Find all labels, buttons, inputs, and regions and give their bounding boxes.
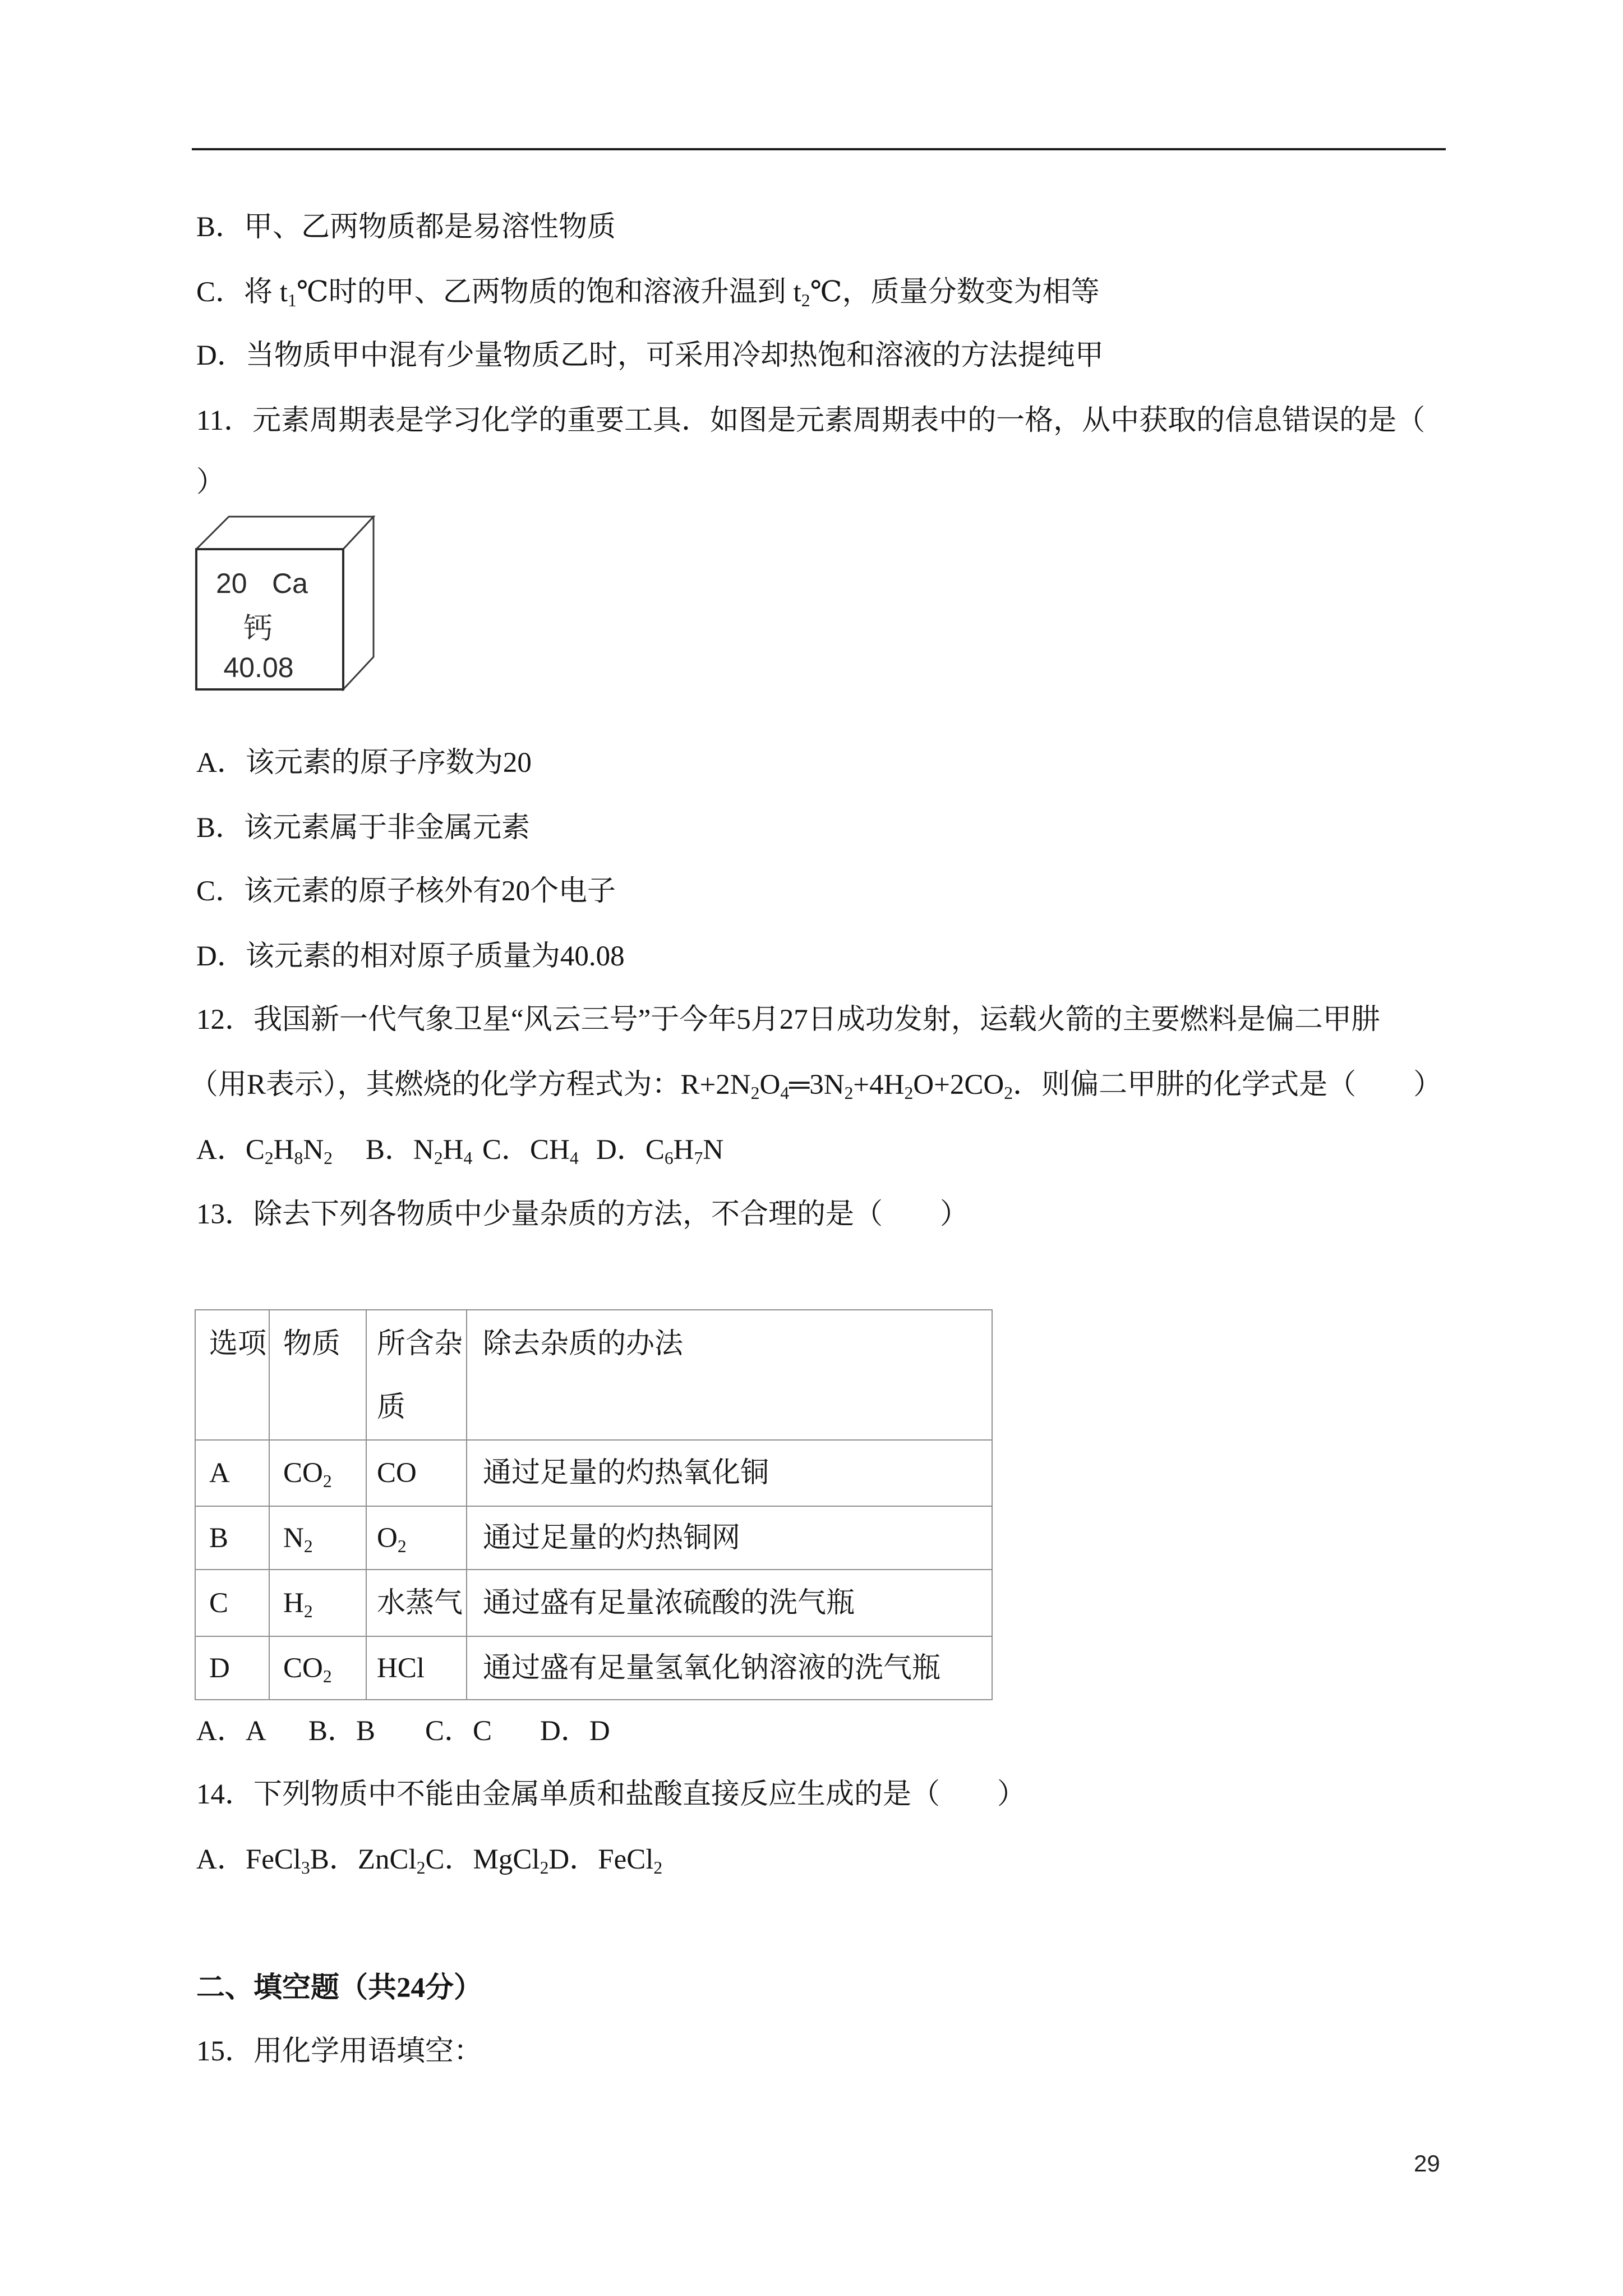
subscript: 2 bbox=[844, 1083, 854, 1103]
q12-option-b: B．$N_2H_4$ bbox=[366, 1134, 473, 1168]
q14-option-b: B．ZnCl$_2$ bbox=[310, 1844, 426, 1878]
table-cell-impurity: 水蒸气 bbox=[366, 1570, 467, 1636]
subscript: 2 bbox=[322, 1471, 332, 1491]
table-cell-method: 通过足量的灼热铜网 bbox=[467, 1506, 992, 1570]
q10-option-d: D．当物质甲中混有少量物质乙时，可采用冷却热饱和溶液的方法提纯甲 bbox=[196, 340, 1104, 371]
impurity-removal-table bbox=[195, 1309, 993, 1700]
subscript: 2 bbox=[1004, 1083, 1013, 1103]
q12-stem-line-2: （用R表示），其燃烧的化学方程式为：$R+2N_2O_4═3N_2+4H_2O+2CO_2$．则偏二甲肼的化学式是（ ） bbox=[190, 1069, 1442, 1103]
q10-option-c: C．将 $t_1℃$时的甲、乙两物质的饱和溶液升温到 $t_2℃$，质量分数变为相等 bbox=[196, 277, 1100, 310]
subscript: 2 bbox=[264, 1148, 274, 1168]
subscript: 2 bbox=[540, 1857, 549, 1878]
element-atomic-mass: 40.08 bbox=[223, 652, 294, 683]
subscript: 8 bbox=[294, 1148, 303, 1168]
q14-option-a: A．FeCl$_3$ bbox=[196, 1844, 310, 1878]
subscript: 2 bbox=[303, 1601, 313, 1621]
subscript: 2 bbox=[434, 1148, 443, 1168]
page-number: 29 bbox=[1414, 2150, 1440, 2177]
table-row bbox=[195, 1440, 992, 1506]
q12-option-a: A．$C_2H_8N_2$ bbox=[196, 1134, 333, 1168]
q12-option-c: C．$CH_4$ bbox=[482, 1134, 579, 1168]
table-header-substance: 物质 bbox=[269, 1310, 366, 1440]
q11-option-b: B．该元素属于非金属元素 bbox=[196, 812, 531, 844]
q12-option-d: D．$C_6H_7N$ bbox=[596, 1134, 724, 1168]
subscript: 2 bbox=[303, 1536, 313, 1556]
q13-option-d: D．D bbox=[540, 1715, 610, 1747]
table-row bbox=[195, 1570, 992, 1636]
table-header-row bbox=[195, 1310, 992, 1440]
element-symbol: Ca bbox=[272, 568, 308, 599]
q15-stem: 15．用化学用语填空： bbox=[196, 2036, 483, 2067]
q13-option-a: A．A bbox=[196, 1715, 266, 1747]
q13-stem: 13．除去下列各物质中少量杂质的方法，不合理的是（ ） bbox=[196, 1199, 969, 1230]
q12-options bbox=[0, 1133, 1623, 1167]
subscript: 6 bbox=[664, 1148, 674, 1168]
element-atomic-number: 20 bbox=[216, 568, 247, 599]
table-cell-method: 通过盛有足量浓硫酸的洗气瓶 bbox=[467, 1570, 992, 1636]
subscript: 2 bbox=[653, 1857, 663, 1878]
subscript: 2 bbox=[750, 1083, 760, 1103]
table-row bbox=[195, 1636, 992, 1700]
q11-option-d: D．该元素的相对原子质量为40.08 bbox=[196, 941, 625, 972]
subscript: 4 bbox=[780, 1083, 790, 1103]
table-cell-method: 通过足量的灼热氧化铜 bbox=[467, 1440, 992, 1506]
q11-stem-line-2: ） bbox=[196, 467, 225, 498]
q10-option-b: B．甲、乙两物质都是易溶性物质 bbox=[196, 211, 616, 243]
q13-option-b: B．B bbox=[308, 1715, 376, 1747]
table-cell-impurity: CO bbox=[366, 1440, 467, 1506]
table-cell-substance: $N_2$ bbox=[269, 1506, 366, 1570]
subscript: 2 bbox=[322, 1666, 332, 1686]
subscript: 4 bbox=[569, 1148, 579, 1168]
table-header-impurity: 所含杂质 bbox=[366, 1310, 467, 1440]
table-cell-impurity: HCl bbox=[366, 1636, 467, 1700]
table-row bbox=[195, 1506, 992, 1570]
table-header-option: 选项 bbox=[195, 1310, 269, 1440]
table-cell-option: C bbox=[195, 1570, 269, 1636]
table-cell-option: B bbox=[195, 1506, 269, 1570]
q14-option-d: D．FeCl$_2$ bbox=[548, 1844, 663, 1878]
subscript: 2 bbox=[416, 1857, 426, 1878]
table-cell-substance: $CO_2$ bbox=[269, 1440, 366, 1506]
q11-option-c: C．该元素的原子核外有20个电子 bbox=[196, 876, 616, 907]
subscript: 2 bbox=[397, 1536, 407, 1556]
table-header-method: 除去杂质的办法 bbox=[467, 1310, 992, 1440]
q13-options bbox=[0, 1714, 1623, 1748]
q12-stem-line-1: 12．我国新一代气象卫星“风云三号”于今年5月27日成功发射，运载火箭的主要燃料是偏二甲肼 bbox=[196, 1004, 1380, 1036]
q11-option-a: A．该元素的原子序数为20 bbox=[196, 747, 532, 779]
element-name: 钙 bbox=[243, 613, 273, 645]
table-cell-impurity: $O_2$ bbox=[366, 1506, 467, 1570]
subscript: 2 bbox=[904, 1083, 914, 1103]
subscript: 1 bbox=[287, 290, 297, 310]
q14-option-c: C．MgCl$_2$ bbox=[425, 1844, 549, 1878]
table-cell-option: D bbox=[195, 1636, 269, 1700]
table-cell-substance: $CO_2$ bbox=[269, 1636, 366, 1700]
subscript: 4 bbox=[463, 1148, 473, 1168]
q14-options bbox=[196, 1843, 662, 1876]
table-cell-option: A bbox=[195, 1440, 269, 1506]
subscript: 7 bbox=[694, 1148, 703, 1168]
header-rule bbox=[192, 148, 1446, 150]
subscript: 2 bbox=[324, 1148, 333, 1168]
section-heading: 二、填空题（共24分） bbox=[196, 1972, 483, 2004]
q11-stem-line-1: 11．元素周期表是学习化学的重要工具．如图是元素周期表中的一格，从中获取的信息错误的是（ bbox=[196, 405, 1426, 436]
q14-stem: 14．下列物质中不能由金属单质和盐酸直接反应生成的是（ ） bbox=[196, 1779, 1026, 1810]
table-cell-method: 通过盛有足量氢氧化钠溶液的洗气瓶 bbox=[467, 1636, 992, 1700]
subscript: 3 bbox=[301, 1857, 310, 1878]
q13-option-c: C．C bbox=[425, 1715, 492, 1747]
subscript: 2 bbox=[801, 290, 810, 310]
element-card-image bbox=[195, 516, 376, 692]
table-cell-substance: $H_2$ bbox=[269, 1570, 366, 1636]
